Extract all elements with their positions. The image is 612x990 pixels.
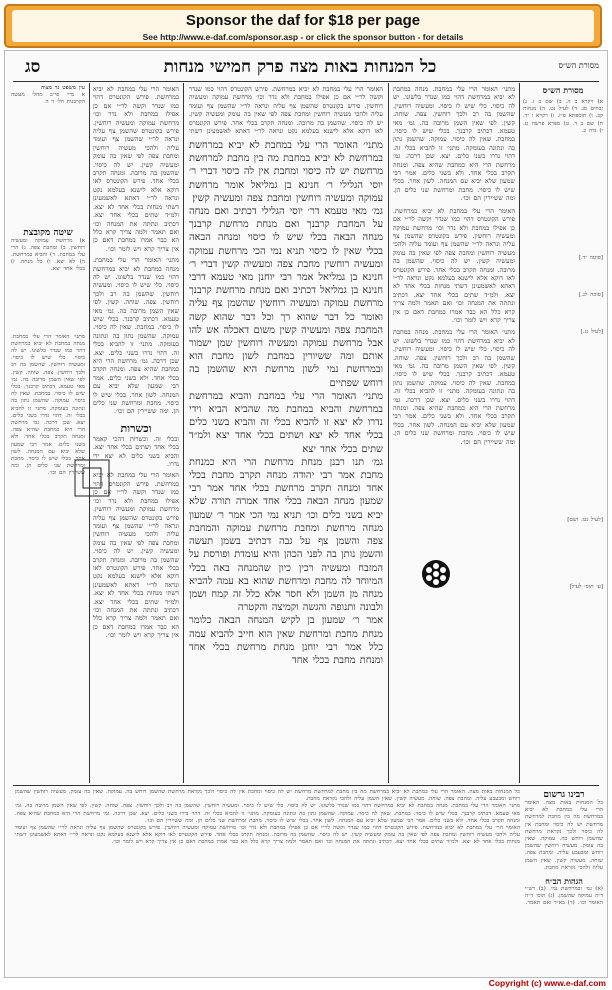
shita-text: א) מרחשת עמוקה ומעשיה רוחשין. ב) ומחבת צפה. ג) הרי עלי במחבת. ד) והביא במרחשת. ה) לא יצא. ו) כל מנחה. ז) בכלי אחד יצא. [11,237,85,273]
bottom-commentary [15,789,520,973]
divider-right-inner [388,83,389,783]
vessel-diagram [73,458,111,498]
vessel-diagram-outer [75,460,109,496]
margin-ref-2: [סוכה לג.] [579,292,603,299]
tosafot-text-continued: מתני׳ האומר הרי עלי במחבת. מנחה במחבת לא יביא במרחשת דהוי כמו שנדר בלשונו. יש לה כיסוי. כלי שיש לו כיסוי. ומעשיה רוחשין. שהשמן בה רב ולכך רוחשין. צפה. שוחה. קשין. לפי שאין השמן מרובה בה. גמ׳ מאי טעמא. דכתיב קרבנך. בכלי שיש לו כיסוי. במחבת. שאין לה כיסוי. עמוקה. שהשמן נתון בה ונתונה בעומקה. מתני׳ זו להביא בכלי זה. דהוי נדרו בשני כלים. יצא. שכן דרכה. גמ׳ מרחשת הרי היא כמחבת שהיא צפה. ומנחה תקרב בכלי אחד. ולא בשני כלים. אמר רבי שמעון שלא יביא עם המנחה. לשון אחר. בכלי שיש לו כיסוי. מחבת ומרחשת שני כלים הן. ומה ששיירין הם וכו׳. [93,256,179,416]
rabbeinu-gershom-text: כל המנחות באות מצה. האומר הרי עלי במחבת לא יביא במרחשת מה בין מחבת למרחשת מרחשת יש לה כיסוי ומחבת אין לה כיסוי ולכך נקראת מרחשת שהשמן רוחש בה. עמוקה. שאין בה עומק. מעשיה רוחשין שהשמן רוחש ומבעבע עליה. ומחבת צפה. שוחה. מעשיה קשין. שאין השמן עליה ולהכי נקראת מחבת. [525,800,603,871]
bottom-commentary-text: כל המנחות באות מצה. האומר הרי עלי במחבת לא יביא במרחשת מה בין מחבת למרחשת מרחשת יש לה כיסוי ומחבת אין לה כיסוי ולכך נקראת מרחשת שהשמן רוחש בה. עמוקה. שאין בה עומק. מעשיה רוחשין שהשמן רוחש ומבעבע עליה. ומחבת צפה. שוחה. מעשיה קשין. שאין השמן עליה ולהכי נקראת מחבת. [15,789,520,803]
divider-left-inner [183,83,184,783]
tosafot-text: האומר הרי עלי במחבת לא יביא במרחשת. פירש הקונטרס דהוי כמו שנדר וקשה לר״י אם כן אפילו במחבת ולא נדר וכו׳ מרחשת עמוקה ומעשיה רוחשין. פירש בקונטרס שהשמן צף עליה ונראה לר״י שהשמן צף ועומד עליה ולהכי מעשיה רוחשין ומחבת צפה לפי שאין בה עומק ומעשיה קשין. יש לה כיסוי. שהשמן בה מרובה. ומנחה תקרב בכלי אחד. פירש הקונטרס לאו דוקא אלא לישנא בעלמא נקט ונראה לר״י דאתא לאשמעינן דשתי מנחות בכלי אחד לא יצא. ולמ״ד שתים בכלי אחד יצא. דכתיב ונתתה את המנחה וכו׳ ואם תאמר ולמה צריך קרא כלל הא כבר אמרו במחבת דאם כן אין צריך קרא ויש לומר וכו׳. [93,85,179,253]
talmud-page [4,50,608,978]
vekesherot-text: ובכלי זה. וכשרות דהכי קאמר בכלי אחד ושתים בכלי אחד יצא. והביא בשני כלים לא יצא ידי נדרו. [93,434,179,469]
right-notes-text: א) ויקרא ב ה. ב) שם ב ז. ג) זבחים סג. ד) לעיל נט. ה) מנחות קב. ו) תוספתא פ״ז. ז) ויקרא ו יד. ח) שם ב ד. ט) ספרא פרשה ט. י) נדה כ. [523,99,603,134]
ein-mishpat-heading: עין משפט נר מצוה [40,85,85,91]
header-rule [13,81,599,82]
rashi-text-continued: האומר הרי עלי במחבת לא יביא במרחשת. פירש הקונטרס דהוי כמו שנדר וקשה לר״י אם כן אפילו במחבת ולא נדר וכו׳ מרחשת עמוקה ומעשיה רוחשין. פירש בקונטרס שהשמן צף עליה ונראה לר״י שהשמן צף ועומד עליה ולהכי מעשיה רוחשין ומחבת צפה לפי שאין בה עומק ומעשיה קשין. יש לה כיסוי. שהשמן בה מרובה. ומנחה תקרב בכלי אחד. פירש הקונטרס לאו דוקא אלא לישנא בעלמא נקט ונראה לר״י דאתא לאשמעינן דשתי מנחות בכלי אחד לא יצא. ולמ״ד שתים בכלי אחד יצא. דכתיב ונתתה את המנחה וכו׳ ואם תאמר ולמה צריך קרא כלל הא כבר אמרו במחבת דאם כן אין צריך קרא ויש לומר וכו׳. [393,206,515,324]
mishna-1: מתני׳ האומר הרי עלי במחבת לא יביא במרחשת במרחשת לא יביא במחבת מה בין מחבת למרחשת מרחשת יש לה כיסוי ומחבת אין לה כיסוי דברי ר׳ יוסי הגלילי ר׳ חנינא בן גמליאל אומר מרחשת עמוקה ומעשיה רוחשין ומחבת צפה ומעשיה קשין׃ [189,140,383,204]
shita-text-continued: מתני׳ האומר הרי עלי במחבת. מנחה במחבת לא יביא במרחשת דהוי כמו שנדר בלשונו. יש לה כיסוי. כלי שיש לו כיסוי. ומעשיה רוחשין. שהשמן בה רב ולכך רוחשין. צפה. שוחה. קשין. לפי שאין השמן מרובה בה. גמ׳ מאי טעמא. דכתיב קרבנך. בכלי שיש לו כיסוי. במחבת. שאין לה כיסוי. עמוקה. שהשמן נתון בה ונתונה בעומקה. מתני׳ זו להביא בכלי זה. דהוי נדרו בשני כלים. יצא. שכן דרכה. גמ׳ מרחשת הרי היא כמחבת שהיא צפה. ומנחה תקרב בכלי אחד. ולא בשני כלים. אמר רבי שמעון שלא יביא עם המנחה. לשון אחר. בכלי שיש לו כיסוי. מחבת ומרחשת שני כלים הן. ומה ששיירין הם וכו׳. [11,333,85,477]
margin-ref-1: [סוטה יד.] [578,255,603,262]
page-header-title: כל המנחות באות מצה פרק חמישי מנחות [163,57,437,77]
tosafot-text-continued-2: האומר הרי עלי במחבת לא יביא במרחשת. פירש הקונטרס דהוי כמו שנדר וקשה לר״י אם כן אפילו במחבת ולא נדר וכו׳ מרחשת עמוקה ומעשיה רוחשין. פירש בקונטרס שהשמן צף עליה ונראה לר״י שהשמן צף ועומד עליה ולהכי מעשיה רוחשין ומחבת צפה לפי שאין בה עומק ומעשיה קשין. יש לה כיסוי. שהשמן בה מרובה. ומנחה תקרב בכלי אחד. פירש הקונטרס לאו דוקא אלא לישנא בעלמא נקט ונראה לר״י דאתא לאשמעינן דשתי מנחות בכלי אחד לא יצא. ולמ״ד שתים בכלי אחד יצא. דכתיב ונתתה את המנחה וכו׳ ואם תאמר ולמה צריך קרא כלל הא כבר אמרו במחבת דאם כן אין צריך קרא ויש לומר וכו׳. [93,471,179,640]
circle-ornament-icon [421,559,451,589]
margin-ref-4: [לעיל נט: ושם] [567,516,603,523]
gemara-main-column [189,85,383,781]
gemara-2: גמ׳ תנו רבנן מנחת מרחשת הרי היא כמנחת מחבת אמר רבי יהודה מנחה תקרב מחבת בכלי אחד ומנחה תקרב מרחשת בכלי אחד אמר רבי שמעון מנחה הבאה בכלי אחד אמרה תורה שלא יביא בשני כלים וכו׳ תניא נמי הכי אמר ר׳ שמעון מנחה מרחשת ומחבת מרחשת עמוקה והמחבת צפה והשמן צף על גבה דכתיב בשמן תעשה והשמן נותן בה לפני הכהן והיא עומדת ופורסת על המזבח ומעשיה רכין כיון שהמנחה באה בכלי המיוחד לה מחבת ומרחשת שהוא בא עמה להביא מנחה מן השמן ולא חסר אלא כלל זה קמח ושמן ולבונה ותנופה והגשה וקמיצה והקטרה [189,456,383,614]
gemara-1: גמ׳ מאי טעמא דר׳ יוסי הגלילי דכתיב ואם מנחה על המחבת קרבנך ואם מנחת מרחשת קרבנך מנחה הבאה בכלי שיש לו כיסוי ומנחה הבאה בכלי שאין לו כיסוי תניא נמי הכי מרחשת עמוקה ומעשיה רוחשין מחבת צפה ומעשיה קשין דברי ר׳ חנינא בן גמליאל אמר רבי יוחנן מאי טעמא דרבי חנינא בן גמליאל דכתיב ואם מנחת מרחשת קרבנך מרחשת עמוקה ומעשיה רוחשין שהשמן צף עליה ואומר כל דבר שהוא רך וכל דבר שהוא קשה המחבת צפה ומעשיה קשין משום דאכלה אש להו אבל מרחשת עמוקה ומעשיה רוחשין שמן ישמור אותם ומה ששיורין במחבת לשון מחבת הוא ובמרחשת נמי לשון מרחשת היא שהשמן בה רוחש שפתיים [189,206,383,389]
sponsor-banner[interactable] [4,4,602,48]
tosafot-column [93,85,179,781]
vessel-diagram-inner [83,468,101,488]
rashi-text-continued-2: מתני׳ האומר הרי עלי במחבת. מנחה במחבת לא יביא במרחשת דהוי כמו שנדר בלשונו. יש לה כיסוי. כלי שיש לו כיסוי. ומעשיה רוחשין. שהשמן בה רב ולכך רוחשין. צפה. שוחה. קשין. לפי שאין השמן מרובה בה. גמ׳ מאי טעמא. דכתיב קרבנך. בכלי שיש לו כיסוי. במחבת. שאין לה כיסוי. עמוקה. שהשמן נתון בה ונתונה בעומקה. מתני׳ זו להביא בכלי זה. דהוי נדרו בשני כלים. יצא. שכן דרכה. גמ׳ מרחשת הרי היא כמחבת שהיא צפה. ומנחה תקרב בכלי אחד. ולא בשני כלים. אמר רבי שמעון שלא יביא עם המנחה. לשון אחר. בכלי שיש לו כיסוי. מחבת ומרחשת שני כלים הן. ומה ששיירין הם וכו׳. [393,328,515,446]
divider-right-outer [519,83,520,783]
mishna-2: מתני׳ האומר הרי עלי במחבת והביא במרחשת במרחשת והביא במחבת מה שהביא הביא וידי נדרו לא יצא זו להביא בכלי זה והביא בשני כלים בכלי אחד לא יצא ושתים בכלי אחד יצא ולמ״ד שתים בכלי אחד יצא [189,390,383,455]
rabbeinu-gershom-column [525,789,603,973]
margin-ref-5: [ע׳ תוס׳ לעיל] [569,583,603,590]
bottom-section-rule [13,785,599,786]
shita-heading: שיטה מקובצת [23,227,73,238]
hagahot-heading: הגהות הב״ח [545,876,583,887]
page-number: סג [25,57,41,77]
right-margin-column [523,85,603,781]
ein-mishpat-text: א מיי׳ פי״ב מהל׳ מעשה הקרבנות הל׳ ד ה [11,92,85,106]
rabbeinu-gershom-heading: רבינו גרשום [543,790,585,800]
sponsor-banner-inner [12,10,594,42]
gemara-closing: אמר ר׳ שמעון בן לקיש המנחה הבאה כלומר מנחת מחבת ומרחשת שאין הוא חייב להביא עמה כלל אמר רבי יוחנן מנחת מרחשת בכלי אחד ומנחת מחבת בכלי אחד [189,615,383,666]
sponsor-link[interactable]: See http://www.e-daf.com/sponsor.asp - or click the sponsor button - for details [142,32,464,42]
gemara-opening-small: האומר הרי עלי במחבת לא יביא במרחשת. פירש הקונטרס דהוי כמו שנדר וקשה לר״י אם כן אפילו במחבת ולא נדר וכו׳ מרחשת עמוקה ומעשיה רוחשין. פירש בקונטרס שהשמן צף עליה ונראה לר״י שהשמן צף ועומד עליה ולהכי מעשיה רוחשין ומחבת צפה לפי שאין בה עומק ומעשיה קשין. יש לה כיסוי. שהשמן בה מרובה. ומנחה תקרב בכלי אחד. פירש הקונטרס לאו דוקא אלא לישנא בעלמא נקט ונראה לר״י דאתא לאשמעינן דשתי [189,85,383,135]
bottom-commentary-text-2: מתני׳ האומר הרי עלי במחבת. מנחה במחבת לא יביא במרחשת דהוי כמו שנדר בלשונו. יש לה כיסוי. כלי שיש לו כיסוי. ומעשיה רוחשין. שהשמן בה רב ולכך רוחשין. צפה. שוחה. קשין. לפי שאין השמן מרובה בה. גמ׳ מאי טעמא. דכתיב קרבנך. בכלי שיש לו כיסוי. במחבת. שאין לה כיסוי. עמוקה. שהשמן נתון בה ונתונה בעומקה. מתני׳ זו להביא בכלי זה. דהוי נדרו בשני כלים. יצא. שכן דרכה. גמ׳ מרחשת הרי היא כמחבת שהיא צפה. ומנחה תקרב בכלי אחד. ולא בשני כלים. אמר רבי שמעון שלא יביא עם המנחה. לשון אחר. בכלי שיש לו כיסוי. מחבת ומרחשת שני כלים הן. ומה ששיירין הם וכו׳. [15,803,520,824]
vekesherot-heading: וכשרות [120,421,152,435]
bottom-commentary-text-3: האומר הרי עלי במחבת לא יביא במרחשת. פירש הקונטרס דהוי כמו שנדר וקשה לר״י אם כן אפילו במחבת ולא נדר וכו׳ מרחשת עמוקה ומעשיה רוחשין. פירש בקונטרס שהשמן צף עליה ונראה לר״י שהשמן צף ועומד עליה ולהכי מעשיה רוחשין ומחבת צפה לפי שאין בה עומק ומעשיה קשין. יש לה כיסוי. שהשמן בה מרובה. ומנחה תקרב בכלי אחד. פירש הקונטרס לאו דוקא אלא לישנא בעלמא נקט ונראה לר״י דאתא לאשמעינן דשתי מנחות בכלי אחד לא יצא. ולמ״ד שתים בכלי אחד יצא. דכתיב ונתתה את המנחה וכו׳ ואם תאמר ולמה צריך קרא כלל הא כבר אמרו במחבת דאם כן אין צריך קרא ויש לומר וכו׳. [15,825,520,846]
right-notes-heading: מסורת הש״ס [542,85,584,95]
rashi-text: מתני׳ האומר הרי עלי במחבת. מנחה במחבת לא יביא במרחשת דהוי כמו שנדר בלשונו. יש לה כיסוי. כלי שיש לו כיסוי. ומעשיה רוחשין. שהשמן בה רב ולכך רוחשין. צפה. שוחה. קשין. לפי שאין השמן מרובה בה. גמ׳ מאי טעמא. דכתיב קרבנך. בכלי שיש לו כיסוי. במחבת. שאין לה כיסוי. עמוקה. שהשמן נתון בה ונתונה בעומקה. מתני׳ זו להביא בכלי זה. דהוי נדרו בשני כלים. יצא. שכן דרכה. גמ׳ מרחשת הרי היא כמחבת שהיא צפה. ומנחה תקרב בכלי אחד. ולא בשני כלים. אמר רבי שמעון שלא יביא עם המנחה. לשון אחר. בכלי שיש לו כיסוי. מחבת ומרחשת שני כלים הן. ומה ששיירין הם וכו׳. [393,85,515,203]
sponsor-title[interactable]: Sponsor the daf for $18 per page [185,12,421,29]
hagahot-text: (א) גמ׳ ובמרחשת נמי. (ב) רש״י ד״ה עמוקה שהשמן. (ג) תוס׳ ד״ה האומר וכו׳. (ד) בא״ד ואם תאמר. [525,886,603,907]
divider-left-outer [89,83,90,783]
left-margin-column [11,85,85,781]
rashi-column [393,85,515,781]
header-corner-label: מסורת הש״ס [558,61,599,70]
margin-ref-3: [לעיל נג.] [580,329,603,336]
copyright-link[interactable]: Copyright (c) www.e-daf.com [488,978,606,988]
